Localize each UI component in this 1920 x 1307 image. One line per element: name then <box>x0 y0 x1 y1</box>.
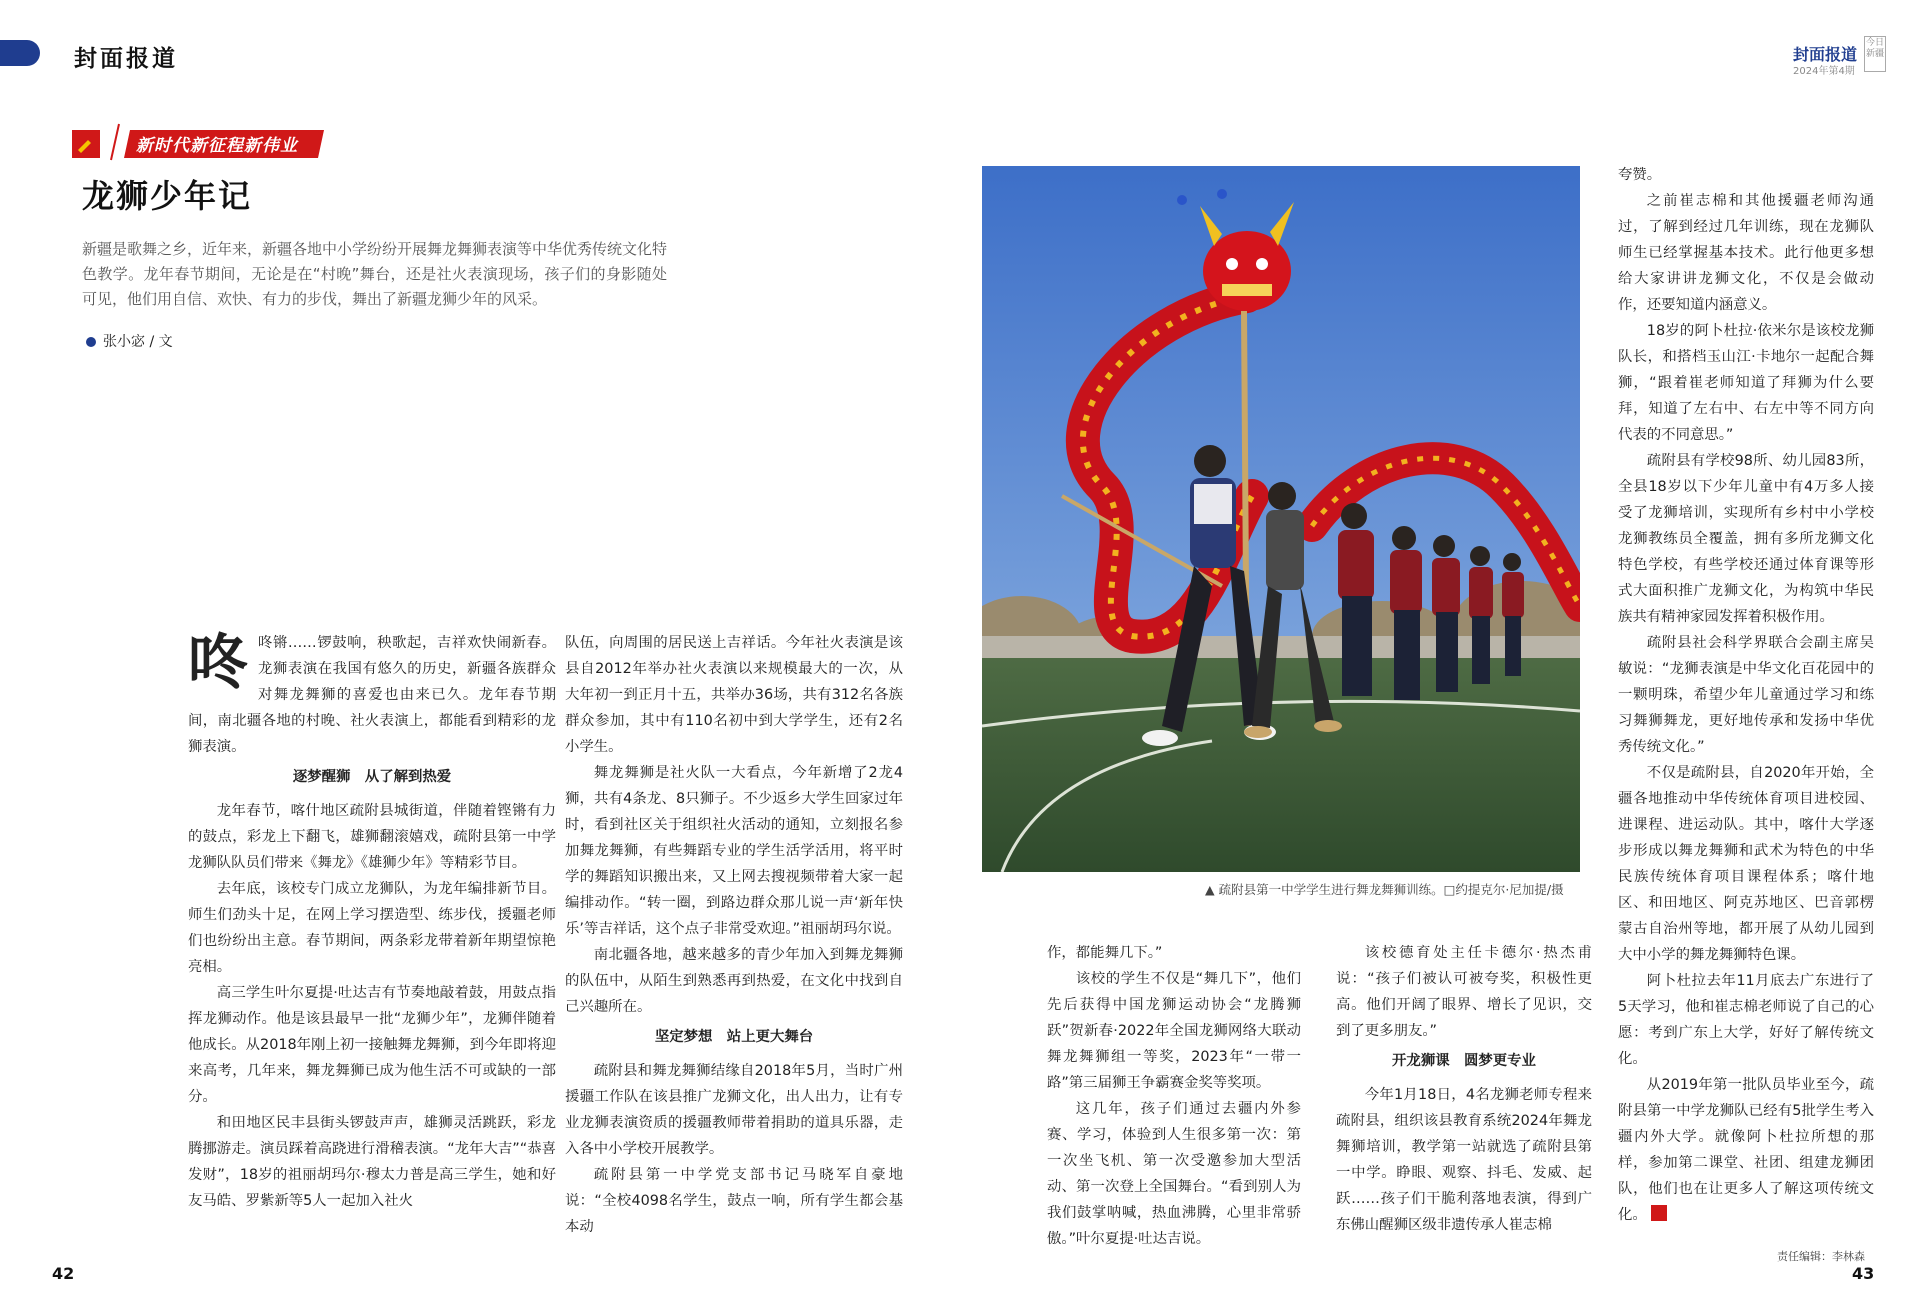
paragraph: 之前崔志棉和其他援疆老师沟通过，了解到经过几年训练，现在龙狮队师生已经掌握基本技术。此行他更多想给大家讲讲龙狮文化，不仅是会做动作，还要知道内涵意义。 <box>1618 193 1874 313</box>
text-column-5 <box>1618 162 1874 1228</box>
article-lead: 新疆是歌舞之乡，近年来，新疆各地中小学纷纷开展舞龙舞狮表演等中华优秀传统文化特色教学。龙年春节期间，无论是在“村晚”舞台，还是社火表演现场，孩子们的身影随处可见，他们用自信、欢快、有力的步伐，舞出了新疆龙狮少年的风采。 <box>82 240 668 308</box>
paragraph: 不仅是疏附县，自2020年开始，全疆各地推动中华传统体育项目进校园、进课程、进运动队。其中，喀什大学逐步形成以舞龙舞狮和武术为特色的中华民族传统体育项目课程体系；喀什地区、和田地区、阿克苏地区、巴音郭楞蒙古自治州等地，都开展了从幼儿园到大中小学的舞龙舞狮特色课。 <box>1618 765 1874 963</box>
paragraph: 夸赞。 <box>1618 167 1662 183</box>
paragraph: 疏附县第一中学党支部书记马晓军自豪地说：“全校4098名学生，鼓点一响，所有学生都会基本动 <box>565 1167 903 1235</box>
author-byline: 张小宓 / 文 <box>103 334 173 350</box>
photo-caption: ▲ 疏附县第一中学学生进行舞龙舞狮训练。□约提克尔·尼加提/摄 <box>1205 882 1564 897</box>
paragraph: 龙年春节，喀什地区疏附县城街道，伴随着铿锵有力的鼓点，彩龙上下翻飞，雄狮翻滚嬉戏，疏附县第一中学龙狮队队员们带来《舞龙》《雄狮少年》等精彩节目。 <box>188 803 556 871</box>
paragraph: 南北疆各地，越来越多的青少年加入到舞龙舞狮的队伍中，从陌生到熟悉再到热爱，在文化中找到自己兴趣所在。 <box>565 947 903 1015</box>
article-title: 龙狮少年记 <box>82 177 253 215</box>
paragraph <box>188 630 556 760</box>
paragraph: 作，都能舞几下。” <box>1047 945 1163 961</box>
text-column-3 <box>1047 940 1301 1252</box>
section-label-right: 封面报道 <box>1793 45 1858 64</box>
page-number-left: 42 <box>52 1264 75 1283</box>
series-banner-text: 新时代新征程新伟业 <box>136 136 298 156</box>
paragraph: 这几年，孩子们通过去疆内外参赛、学习，体验到人生很多第一次：第一次坐飞机、第一次受邀参加大型活动、第一次登上全国舞台。“看到别人为我们鼓掌呐喊，热血沸腾，心里非常骄傲。”叶尔夏提·吐达吉说。 <box>1047 1101 1301 1247</box>
section-label-left: 封面报道 <box>74 45 178 72</box>
subheading: 逐梦醒狮 从了解到热爱 <box>292 769 452 785</box>
paragraph: 和田地区民丰县街头锣鼓声声，雄狮灵活跳跃，彩龙腾挪游走。演员踩着高跷进行滑稽表演。“龙年大吉”“恭喜发财”，18岁的祖丽胡玛尔·穆太力普是高三学生，她和好友马皓、罗紫新等5人一起加入社火 <box>188 1115 556 1209</box>
paragraph: 阿卜杜拉去年11月底去广东进行了5天学习，他和崔志棉老师说了自己的心愿：考到广东上大学，好好了解传统文化。 <box>1618 973 1874 1067</box>
paragraph <box>1618 1072 1874 1228</box>
dragon-dance-photo <box>982 166 1580 872</box>
magazine-logo: 今日新疆 <box>1864 36 1886 72</box>
paragraph: 去年底，该校专门成立龙狮队，为龙年编排新节目。师生们劲头十足，在网上学习摆造型、练步伐，援疆老师们也纷纷出主意。春节期间，两条彩龙带着新年期望惊艳亮相。 <box>188 881 556 975</box>
end-mark-icon <box>1651 1205 1667 1221</box>
paragraph: 今年1月18日，4名龙狮老师专程来疏附县，组织该县教育系统2024年舞龙舞狮培训，教学第一站就选了疏附县第一中学。睁眼、观察、抖毛、发威、起跃……孩子们干脆利落地表演，得到广东佛山醒狮区级非遗传承人崔志棉 <box>1336 1087 1592 1233</box>
drop-cap: 咚 <box>188 628 248 698</box>
paragraph: 疏附县和舞龙舞狮结缘自2018年5月，当时广州援疆工作队在该县推广龙狮文化，出人出力，让有专业龙狮表演资质的援疆教师带着捐助的道具乐器，走入各中小学校开展教学。 <box>565 1063 903 1157</box>
paragraph: 舞龙舞狮是社火队一大看点，今年新增了2龙4狮，共有4条龙、8只狮子。不少返乡大学生回家过年时，看到社区关于组织社火活动的通知，立刻报名参加舞龙舞狮，有些舞蹈专业的学生活学活用，将平时学的舞蹈知识搬出来，又上网去搜视频带着大家一起编排动作。“转一圈，到路边群众那儿说一声‘新年快乐’等吉祥话，这个点子非常受欢迎。”祖丽胡玛尔说。 <box>565 765 903 937</box>
issue-label: 2024年第4期 <box>1793 66 1855 77</box>
paragraph: 疏附县有学校98所、幼儿园83所，全县18岁以下少年儿童中有4万多人接受了龙狮培训，实现所有乡村中小学校龙狮教练员全覆盖，拥有多所龙狮文化特色学校，有些学校还通过体育课等形式大面积推广龙狮文化，为构筑中华民族共有精神家园发挥着积极作用。 <box>1618 453 1874 625</box>
party-emblem-icon <box>72 130 100 158</box>
subheading: 坚定梦想 站上更大舞台 <box>654 1029 814 1045</box>
text-column-1 <box>188 630 556 1214</box>
responsible-editor: 责任编辑：李林森 <box>1777 1250 1865 1263</box>
header-tab-marker <box>0 40 40 66</box>
paragraph: 疏附县社会科学界联合会副主席吴敏说：“龙狮表演是中华文化百花园中的一颗明珠，希望少年儿童通过学习和练习舞狮舞龙，更好地传承和发扬中华优秀传统文化。” <box>1618 635 1874 755</box>
paragraph: 队伍，向周围的居民送上吉祥话。今年社火表演是该县自2012年举办社火表演以来规模最大的一次，从大年初一到正月十五，共举办36场，共有312名各族群众参加，其中有110名初中到大学学生，还有2名小学生。 <box>565 635 903 755</box>
text-column-2 <box>565 630 903 1240</box>
subheading: 开龙狮课 圆梦更专业 <box>1392 1053 1536 1069</box>
paragraph: 该校的学生不仅是“舞几下”，他们先后获得中国龙狮运动协会“龙腾狮跃”贺新春·2022年全国龙狮网络大联动舞龙舞狮组一等奖，2023年“一带一路”第三届狮王争霸赛金奖等奖项。 <box>1047 971 1301 1091</box>
banner-slash <box>110 123 120 161</box>
paragraph-text: 咚锵……锣鼓响，秧歌起，吉祥欢快闹新春。龙狮表演在我国有悠久的历史，新疆各族群众对舞龙舞狮的喜爱也由来已久。龙年春节期间，南北疆各地的村晚、社火表演上，都能看到精彩的龙狮表演。 <box>188 635 556 755</box>
paragraph-text: 从2019年第一批队员毕业至今，疏附县第一中学龙狮队已经有5批学生考入疆内外大学。就像阿卜杜拉所想的那样，参加第二课堂、社团、组建龙狮团队，他们也在让更多人了解这项传统文化。 <box>1618 1077 1874 1223</box>
text-column-4 <box>1336 940 1592 1238</box>
author-bullet <box>86 337 96 347</box>
page-number-right: 43 <box>1852 1264 1875 1283</box>
paragraph: 18岁的阿卜杜拉·依米尔是该校龙狮队长，和搭档玉山江·卡地尔一起配合舞狮，“跟着崔老师知道了拜狮为什么要拜，知道了左右中、右左中等不同方向代表的不同意思。” <box>1618 323 1874 443</box>
paragraph: 该校德育处主任卡德尔·热杰甫说：“孩子们被认可被夸奖，积极性更高。他们开阔了眼界、增长了见识，交到了更多朋友。” <box>1336 945 1592 1039</box>
paragraph: 高三学生叶尔夏提·吐达吉有节奏地敲着鼓，用鼓点指挥龙狮动作。他是该县最早一批“龙狮少年”，龙狮伴随着他成长。从2018年刚上初一接触舞龙舞狮，到今年即将迎来高考，几年来，舞龙舞狮已成为他生活不可或缺的一部分。 <box>188 985 556 1105</box>
